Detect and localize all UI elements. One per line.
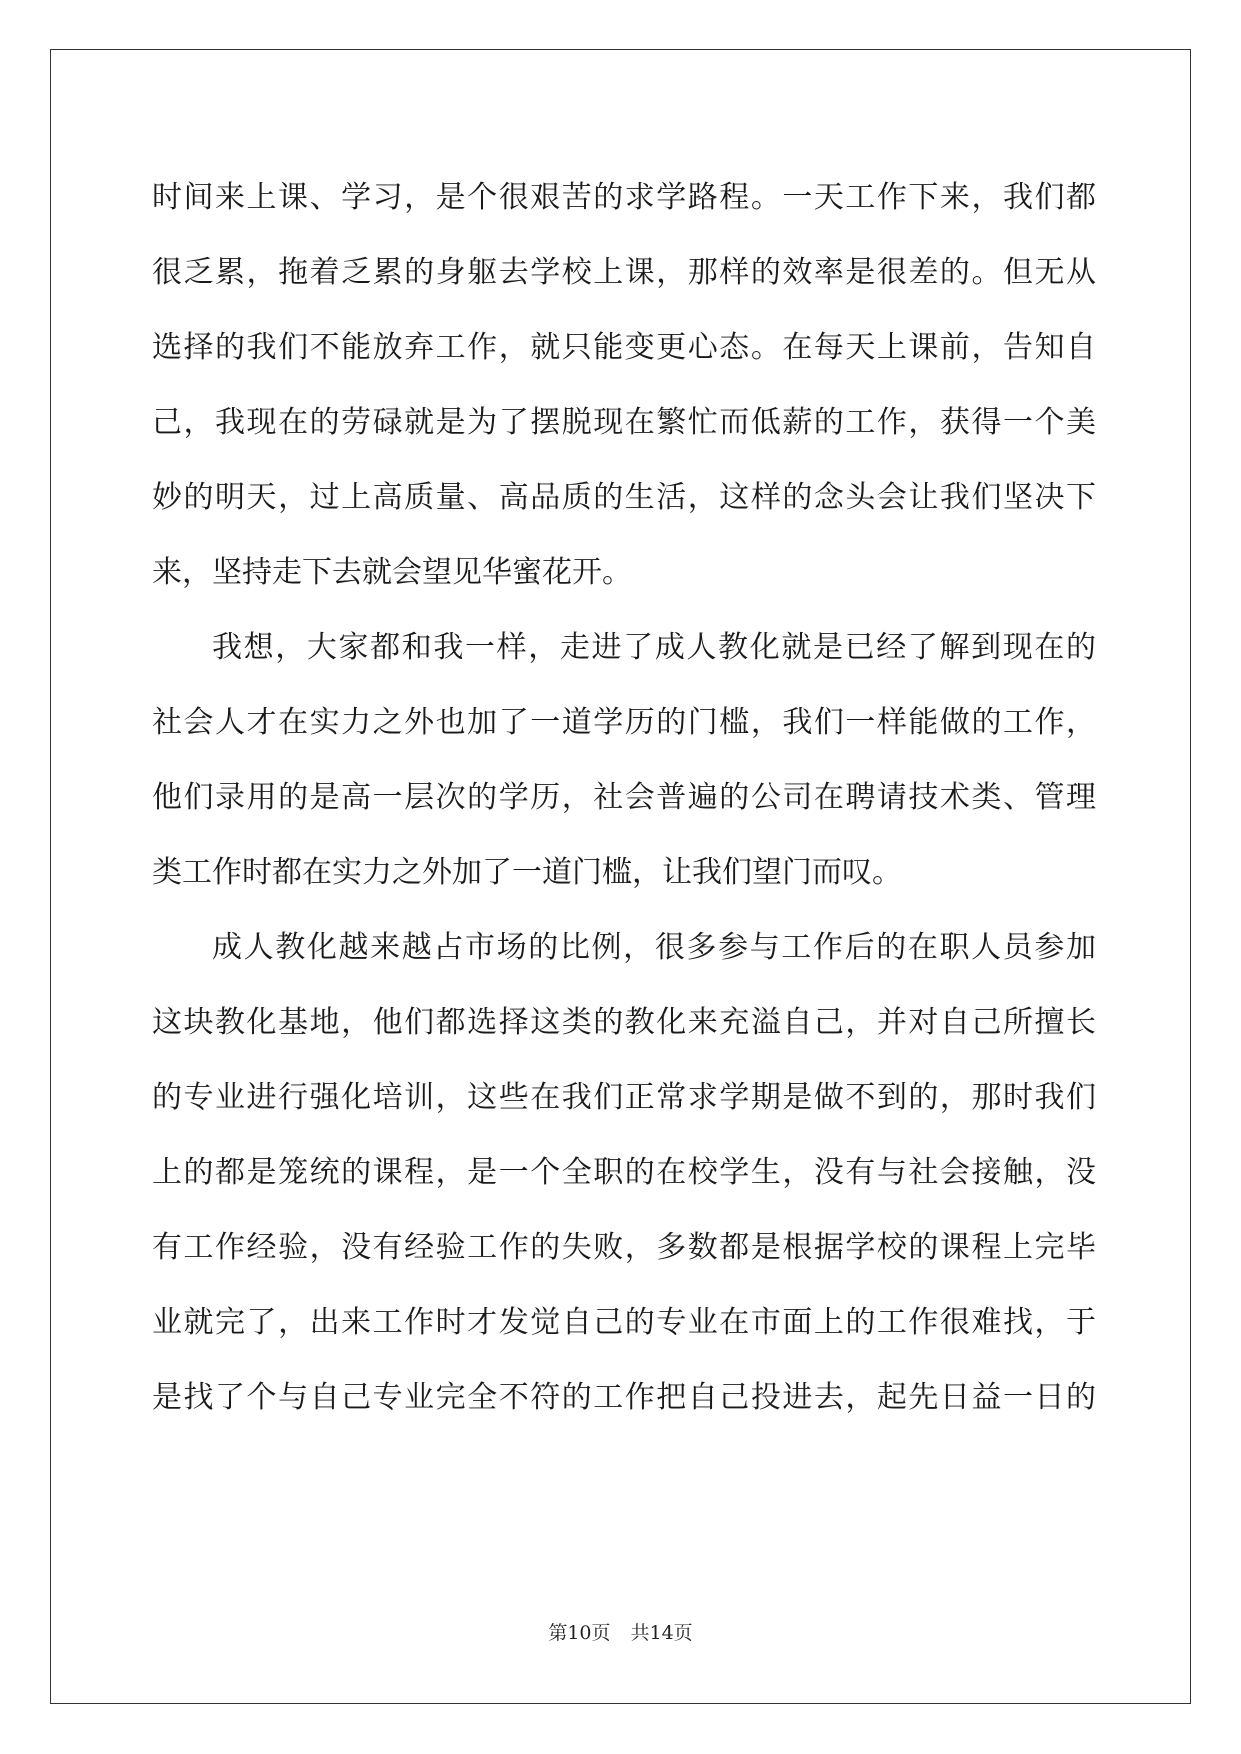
page-number: 第10页 xyxy=(548,1622,611,1644)
text-line: 妙的明天，过上高质量、高品质的生活，这样的念头会让我们坚决下 xyxy=(152,480,1096,515)
text-line: 类工作时都在实力之外加了一道门槛，让我们望门而叹。 xyxy=(152,855,902,890)
text-line: 是找了个与自己专业完全不符的工作把自己投进去，起先日益一日的 xyxy=(152,1380,1096,1415)
text-line: 上的都是笼统的课程，是一个全职的在校学生，没有与社会接触，没 xyxy=(152,1155,1096,1190)
text-line: 来，坚持走下去就会望见华蜜花开。 xyxy=(152,555,632,590)
text-line: 时间来上课、学习，是个很艰苦的求学路程。一天工作下来，我们都 xyxy=(152,180,1096,215)
text-line: 己，我现在的劳碌就是为了摆脱现在繁忙而低薪的工作，获得一个美 xyxy=(152,405,1096,440)
document-body xyxy=(152,160,1096,1435)
paragraph xyxy=(152,910,1096,1435)
page-footer xyxy=(0,1618,1241,1645)
paragraph xyxy=(152,160,1096,610)
page-total: 共14页 xyxy=(630,1622,693,1644)
text-line: 业就完了，出来工作时才发觉自己的专业在市面上的工作很难找，于 xyxy=(152,1305,1096,1340)
text-line: 他们录用的是高一层次的学历，社会普遍的公司在聘请技术类、管理 xyxy=(152,780,1096,815)
text-line: 的专业进行强化培训，这些在我们正常求学期是做不到的，那时我们 xyxy=(152,1080,1096,1115)
text-line: 我想，大家都和我一样，走进了成人教化就是已经了解到现在的 xyxy=(212,630,1096,665)
text-line: 选择的我们不能放弃工作，就只能变更心态。在每天上课前，告知自 xyxy=(152,330,1096,365)
text-line: 成人教化越来越占市场的比例，很多参与工作后的在职人员参加 xyxy=(212,930,1096,965)
text-line: 很乏累，拖着乏累的身躯去学校上课，那样的效率是很差的。但无从 xyxy=(152,255,1096,290)
text-line: 社会人才在实力之外也加了一道学历的门槛，我们一样能做的工作， xyxy=(152,705,1096,740)
paragraph xyxy=(152,610,1096,910)
text-line: 有工作经验，没有经验工作的失败，多数都是根据学校的课程上完毕 xyxy=(152,1230,1096,1265)
text-line: 这块教化基地，他们都选择这类的教化来充溢自己，并对自己所擅长 xyxy=(152,1005,1096,1040)
